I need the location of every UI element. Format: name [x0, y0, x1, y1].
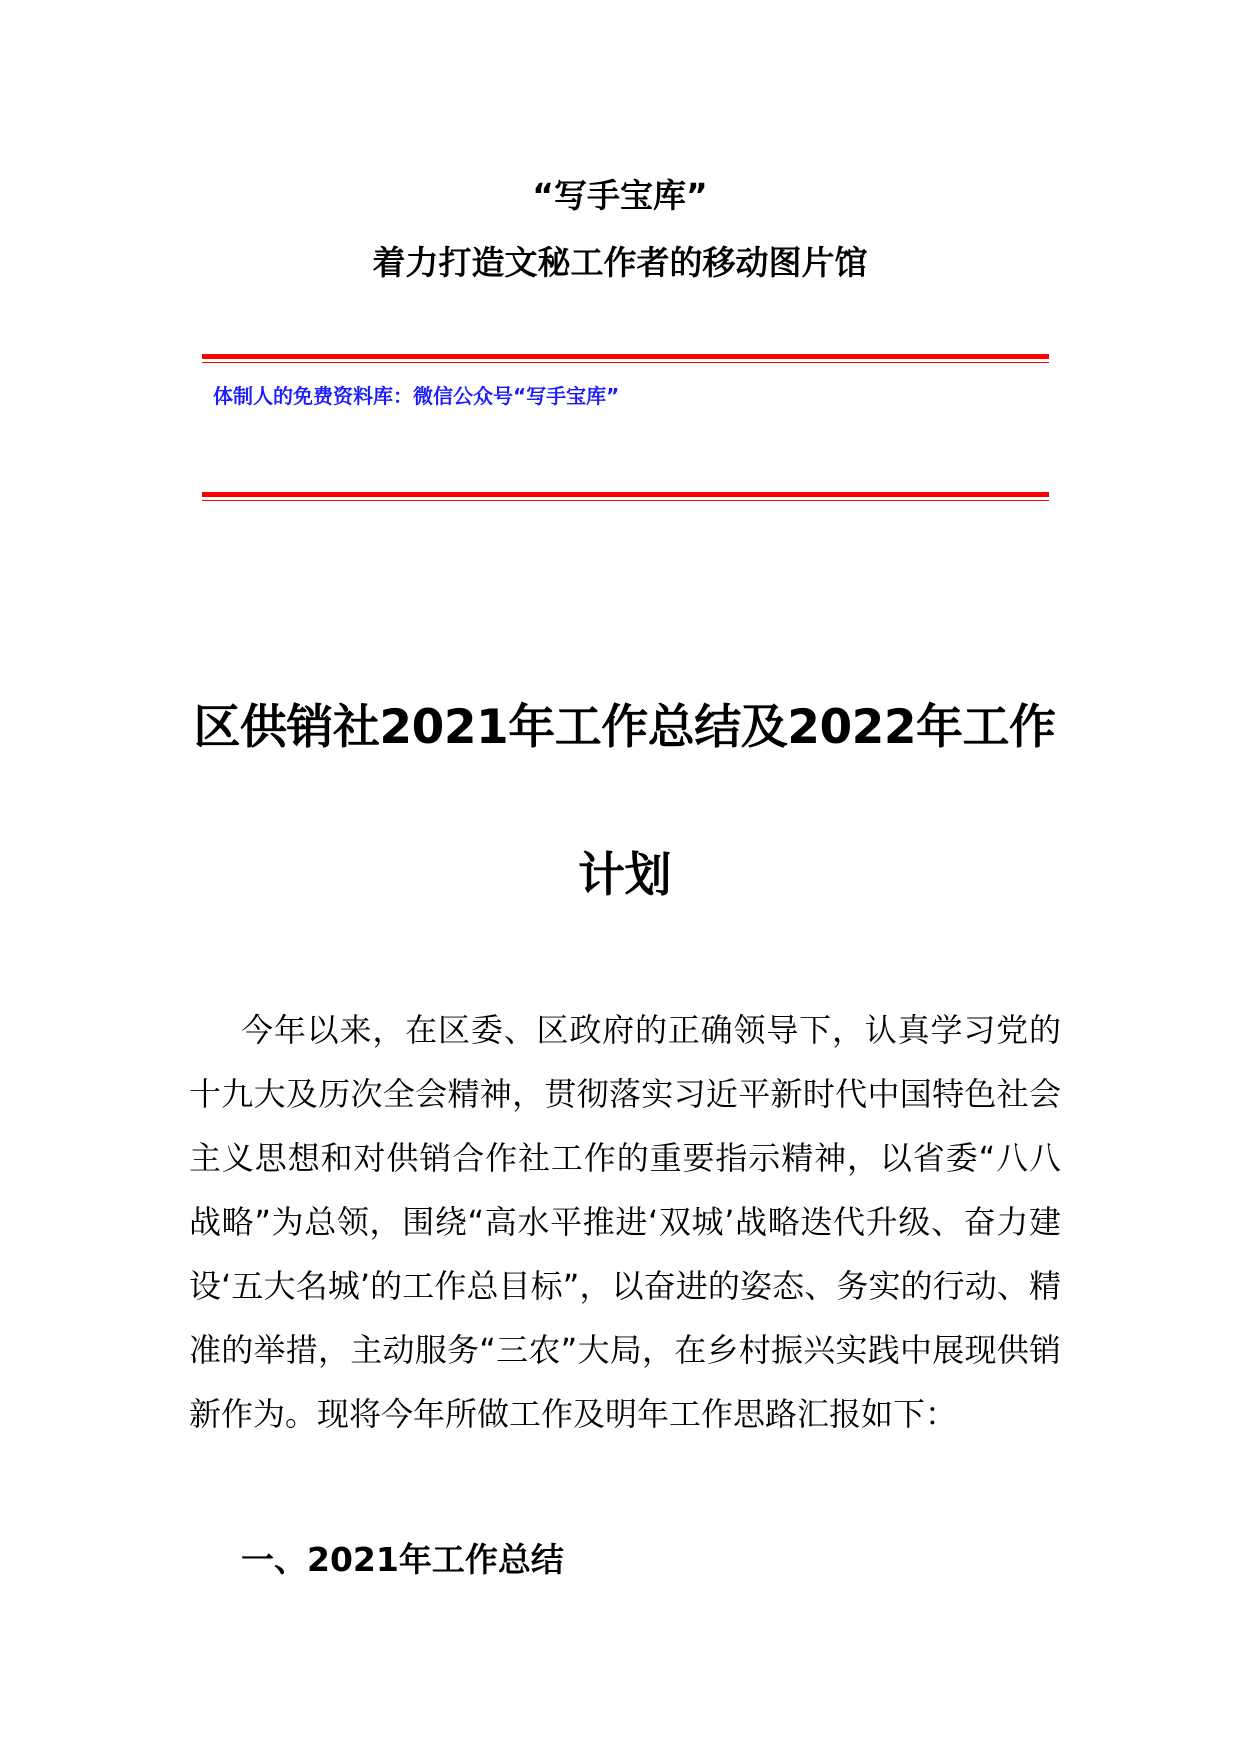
document-title: 区供销社2021年工作总结及2022年工作计划	[193, 700, 1056, 903]
bottom-red-rule	[202, 492, 1049, 501]
intro-paragraph: 今年以来，在区委、区政府的正确领导下，认真学习党的十九大及历次全会精神，贯彻落实习近平新时代中国特色社会主义思想和对供销合作社工作的重要指示精神，以省委“八八战略”为总领，围绕“高水平推进‘双城’战略迭代升级、奋力建设‘五大名城’的工作总目标”，以奋进的姿态、务实的行动、精准的举措，主动服务“三农”大局，在乡村振兴实践中展现供销新作为。现将今年所做工作及明年工作思路汇报如下：	[189, 1011, 1061, 1433]
bottom-red-rule-thick	[202, 492, 1049, 497]
top-red-rule-thick	[202, 354, 1049, 359]
section-heading-1: 一、2021年工作总结	[241, 1540, 564, 1579]
promo-banner-text: 体制人的免费资料库：微信公众号“写手宝库”	[213, 384, 620, 408]
top-red-rule	[202, 354, 1049, 363]
header-line-2: 着力打造文秘工作者的移动图片馆	[372, 243, 868, 282]
top-red-rule-thin	[202, 362, 1049, 363]
header-line-1: “写手宝库”	[532, 176, 708, 215]
bottom-red-rule-thin	[202, 500, 1049, 501]
